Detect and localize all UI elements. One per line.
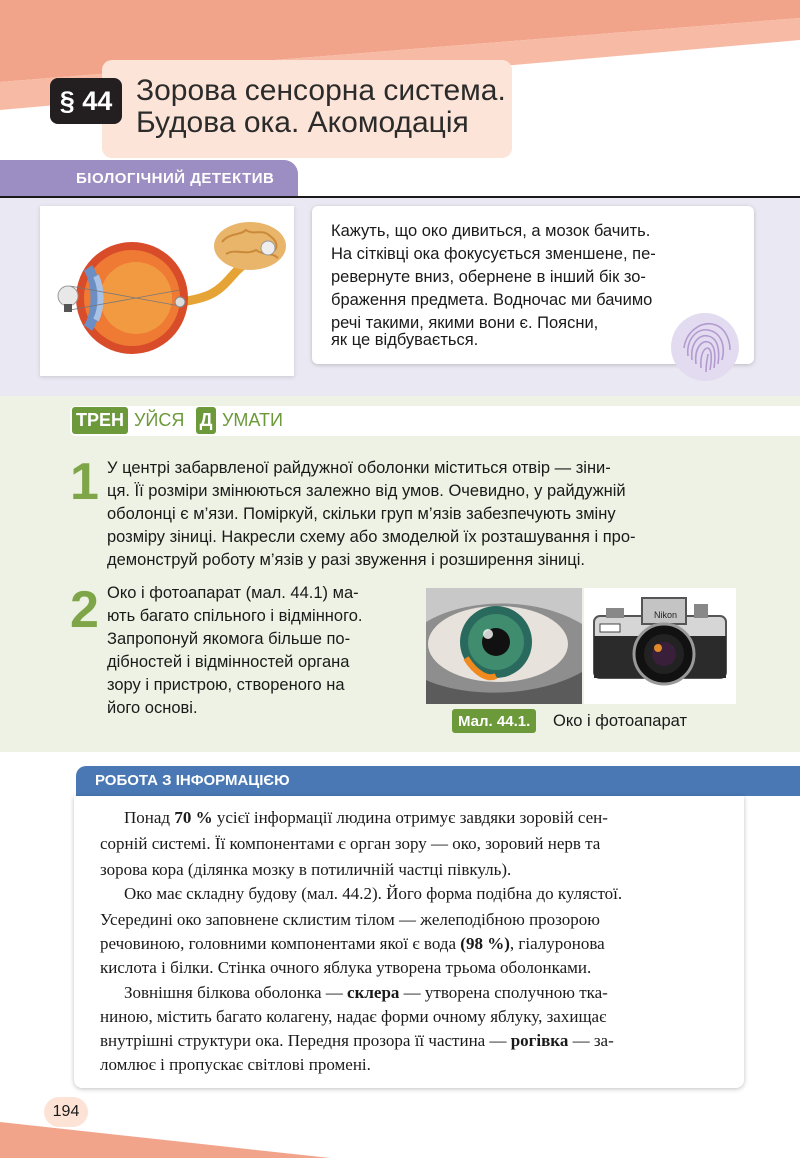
task1-text-line: ця. Її розміри змінюються залежно від умов. Очевидно, у райдужній — [107, 482, 626, 500]
task2-text-line: Око і фотоапарат (мал. 44.1) ма- — [107, 584, 359, 602]
footer-band — [0, 1100, 800, 1158]
detective-text-line: речі такими, якими вони є. Поясни, — [331, 314, 599, 332]
detective-text-line: браження предмета. Водночас ми бачимо — [331, 291, 653, 309]
task2-text-line: його основі. — [107, 699, 198, 717]
detective-text-line: ревернуте вниз, обернене в інший бік зо- — [331, 268, 646, 286]
task1-text-line: оболонці є м’язи. Поміркуй, скільки груп м’язів забезпечують зміну — [107, 505, 616, 523]
train-heading-part3: Д — [196, 407, 216, 434]
task1-text-line: демонструй роботу м’язів у разі звуження і розширення зіниці. — [107, 551, 585, 569]
camera-photo — [584, 588, 736, 704]
info-text-line: Понад 70 % усієї інформації людина отримує завдяки зоровій сен- — [124, 808, 608, 827]
info-text-line: внутрішні структури ока. Передня прозора її частина — рогівка — за- — [100, 1031, 614, 1050]
figure-label: Мал. 44.1. — [452, 709, 536, 733]
train-heading-part1: ТРЕН — [72, 407, 128, 434]
task2-text-line: зору і пристрою, створеного на — [107, 676, 345, 694]
task2-text-line: ють багато спільного і відмінного. — [107, 607, 363, 625]
detective-text-line: Кажуть, що око дивиться, а мозок бачить. — [331, 222, 651, 240]
eye-photo — [426, 588, 582, 704]
detective-text-line: На сітківці ока фокусується зменшене, пе- — [331, 245, 656, 263]
eye-brain-icon — [40, 206, 294, 376]
info-text-line: сорній системі. Її компонентами є орган зору — око, зоровий нерв та — [100, 834, 601, 853]
page-number: 194 — [44, 1097, 88, 1127]
camera-icon — [584, 588, 736, 704]
info-text-line: зорова кора (ділянка мозку в потиличній частці півкуль). — [100, 860, 512, 879]
info-text-line: Усередині око заповнене склистим тілом — желеподібною прозорою — [100, 910, 600, 929]
task1-text-line: розміру зіниці. Накресли схему або змоделюй їх розташування і про- — [107, 528, 636, 546]
page-title-line1: Зорова сенсорна система. — [136, 74, 506, 107]
info-heading: РОБОТА З ІНФОРМАЦІЄЮ — [95, 772, 290, 789]
train-heading-part2: УЙСЯ — [134, 410, 185, 430]
info-text-line: речовиною, головними компонентами якої є вода (98 %), гіалуронова — [100, 934, 605, 953]
train-heading-part4: УМАТИ — [222, 410, 283, 430]
task-number: 2 — [70, 581, 99, 639]
info-text-line: Око має складну будову (мал. 44.2). Його форма подібна до кулястої. — [124, 884, 623, 903]
eye-brain-illustration — [40, 206, 294, 376]
task2-text-line: Запропонуй якомога більше по- — [107, 630, 351, 648]
page-title-line2: Будова ока. Акомодація — [136, 106, 469, 139]
info-text-line: ниною, містить багато колагену, надає форми очному яблуку, захищає — [100, 1007, 607, 1026]
detective-text-line: як це відбувається. — [331, 331, 479, 349]
fingerprint-icon — [668, 310, 742, 384]
info-text-line: Зовнішня білкова оболонка — склера — утворена сполучною тка- — [124, 983, 608, 1002]
info-text-line: кислота і білки. Стінка очного яблука утворена трьома оболонками. — [100, 958, 592, 977]
task1-text-line: У центрі забарвленої райдужної оболонки міститься отвір — зіни- — [107, 459, 611, 477]
divider — [0, 196, 800, 198]
detective-heading: БІОЛОГІЧНИЙ ДЕТЕКТИВ — [76, 170, 275, 187]
camera-brand: Nikon — [654, 610, 678, 620]
figure-caption: Око і фотоапарат — [553, 712, 688, 730]
task2-text-line: дібностей і відмінностей органа — [107, 653, 350, 671]
paragraph-badge: § 44 — [50, 78, 122, 124]
info-text-line: ломлює і пропускає світлові промені. — [100, 1055, 371, 1074]
task-number: 1 — [70, 453, 99, 511]
